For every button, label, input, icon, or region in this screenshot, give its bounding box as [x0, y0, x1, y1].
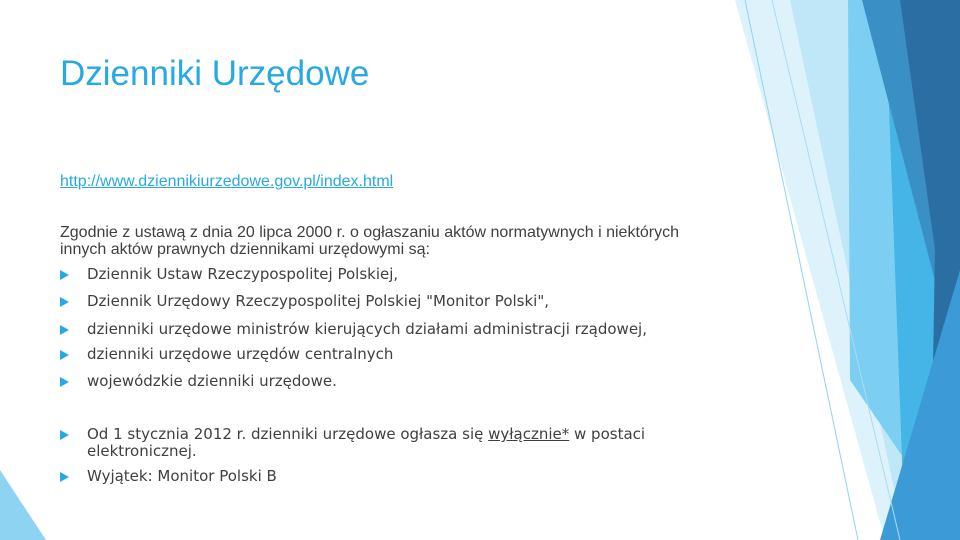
bullet-arrow-icon: [60, 297, 69, 307]
list-item: [60, 321, 700, 338]
page-title: Dzienniki Urzędowe: [60, 54, 370, 93]
list-item-text: wojewódzkie dzienniki urzędowe.: [87, 372, 337, 390]
list-item-text: dzienniki urzędowe ministrów kierujących działami administracji rządowej,: [87, 320, 647, 338]
exception-text: Wyjątek: Monitor Polski B: [87, 467, 277, 485]
list-item-note: [60, 426, 700, 460]
list-item-text: Dziennik Urzędowy Rzeczypospolitej Polskiej "Monitor Polski",: [87, 292, 549, 310]
bullet-arrow-icon: [60, 270, 69, 280]
bullet-arrow-icon: [60, 325, 69, 335]
dzienniki-link[interactable]: http://www.dziennikiurzedowe.gov.pl/index.html: [60, 173, 394, 190]
note-emphasis: wyłącznie*: [488, 425, 570, 443]
note-text-before: Od 1 stycznia 2012 r. dzienniki urzędowe ogłasza się: [87, 425, 489, 443]
list-item: [60, 266, 700, 283]
list-item-text: dzienniki urzędowe urzędów centralnych: [87, 345, 394, 363]
note-text-after: w postaci elektronicznej.: [87, 425, 646, 460]
note-text: [87, 426, 700, 460]
bullet-arrow-icon: [60, 472, 69, 482]
list-item-exception: [60, 468, 700, 485]
list-item-text: Dziennik Ustaw Rzeczypospolitej Polskiej,: [87, 265, 399, 283]
list-item: [60, 346, 700, 363]
list-item: [60, 293, 700, 310]
list-item: [60, 373, 700, 390]
bullet-arrow-icon: [60, 377, 69, 387]
intro-paragraph: Zgodnie z ustawą z dnia 20 lipca 2000 r. o ogłaszaniu aktów normatywnych i niektórych innych aktów prawnych dziennikami urzędowymi są:: [60, 224, 680, 258]
bullet-arrow-icon: [60, 350, 69, 360]
bullet-arrow-icon: [60, 430, 69, 440]
left-corner-triangle: [0, 470, 46, 540]
